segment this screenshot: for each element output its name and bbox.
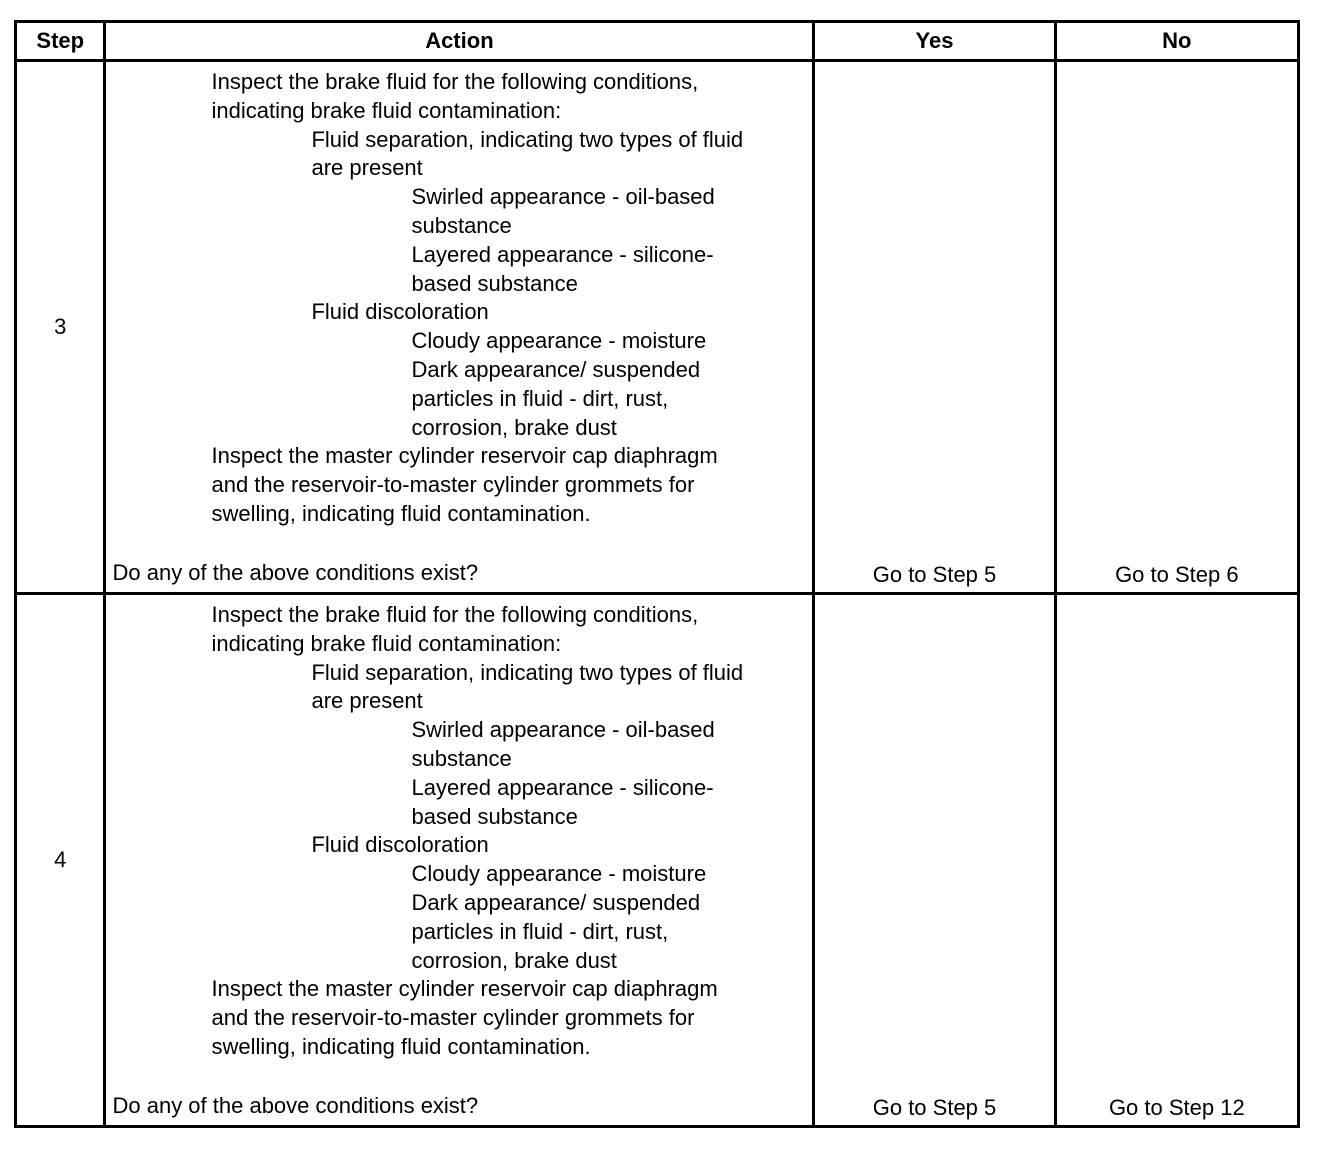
action-line: Layered appearance - silicone-: [411, 774, 714, 800]
action-line: Layered appearance - silicone-: [411, 241, 714, 267]
yes-result: Go to Step 5: [872, 1095, 997, 1120]
action-line: swelling, indicating fluid contamination.: [211, 500, 591, 526]
yes-result: Go to Step 5: [872, 562, 997, 587]
header-step: Step: [16, 22, 105, 61]
action-list: [106, 595, 812, 1062]
action-line: substance: [411, 745, 512, 771]
action-line: Inspect the master cylinder reservoir cap diaphragm: [211, 976, 718, 1002]
action-line: Fluid separation, indicating two types of fluid: [311, 126, 744, 152]
action-line: indicating brake fluid contamination:: [211, 97, 562, 123]
action-cell: [105, 594, 814, 1127]
action-line: are present: [311, 155, 423, 181]
action-line: Dark appearance/ suspended: [411, 356, 701, 382]
action-line: and the reservoir-to-master cylinder grommets for: [211, 472, 695, 498]
action-line: indicating brake fluid contamination:: [211, 630, 562, 656]
action-line: particles in fluid - dirt, rust,: [411, 918, 669, 944]
action-line: Inspect the master cylinder reservoir cap diaphragm: [211, 443, 718, 469]
action-line: substance: [411, 212, 512, 238]
header-action: Action: [105, 22, 814, 61]
yes-cell: [814, 61, 1055, 594]
action-line: Swirled appearance - oil-based: [411, 717, 715, 743]
action-line: are present: [311, 688, 423, 714]
action-line: Cloudy appearance - moisture: [411, 328, 707, 354]
action-line: Inspect the brake fluid for the following conditions,: [211, 602, 699, 627]
action-question: Do any of the above conditions exist?: [112, 560, 479, 586]
action-line: Swirled appearance - oil-based: [411, 184, 715, 210]
action-line: Cloudy appearance - moisture: [411, 861, 707, 887]
step-number: 4: [16, 594, 105, 1127]
step-number: 3: [16, 61, 105, 594]
diagnostic-table: [14, 20, 1300, 1128]
action-line: based substance: [411, 803, 578, 829]
action-line: swelling, indicating fluid contamination.: [211, 1033, 591, 1059]
action-line: corrosion, brake dust: [411, 414, 617, 440]
action-line: based substance: [411, 270, 578, 296]
action-line: corrosion, brake dust: [411, 947, 617, 973]
action-line: Fluid separation, indicating two types of fluid: [311, 659, 744, 685]
table-row: [16, 594, 1299, 1127]
action-line: Inspect the brake fluid for the following conditions,: [211, 69, 699, 94]
table-row: [16, 61, 1299, 594]
action-line: Fluid discoloration: [311, 832, 489, 858]
header-yes: Yes: [814, 22, 1055, 61]
yes-cell: [814, 594, 1055, 1127]
action-list: [106, 62, 812, 529]
action-line: Dark appearance/ suspended: [411, 889, 701, 915]
no-cell: [1055, 61, 1298, 594]
action-line: particles in fluid - dirt, rust,: [411, 385, 669, 411]
header-row: [16, 22, 1299, 61]
no-result: Go to Step 12: [1108, 1095, 1245, 1120]
action-line: and the reservoir-to-master cylinder grommets for: [211, 1005, 695, 1031]
no-result: Go to Step 6: [1115, 562, 1239, 587]
header-no: No: [1055, 22, 1298, 61]
action-question: Do any of the above conditions exist?: [112, 1093, 479, 1119]
no-cell: [1055, 594, 1298, 1127]
action-cell: [105, 61, 814, 594]
action-line: Fluid discoloration: [311, 299, 489, 325]
